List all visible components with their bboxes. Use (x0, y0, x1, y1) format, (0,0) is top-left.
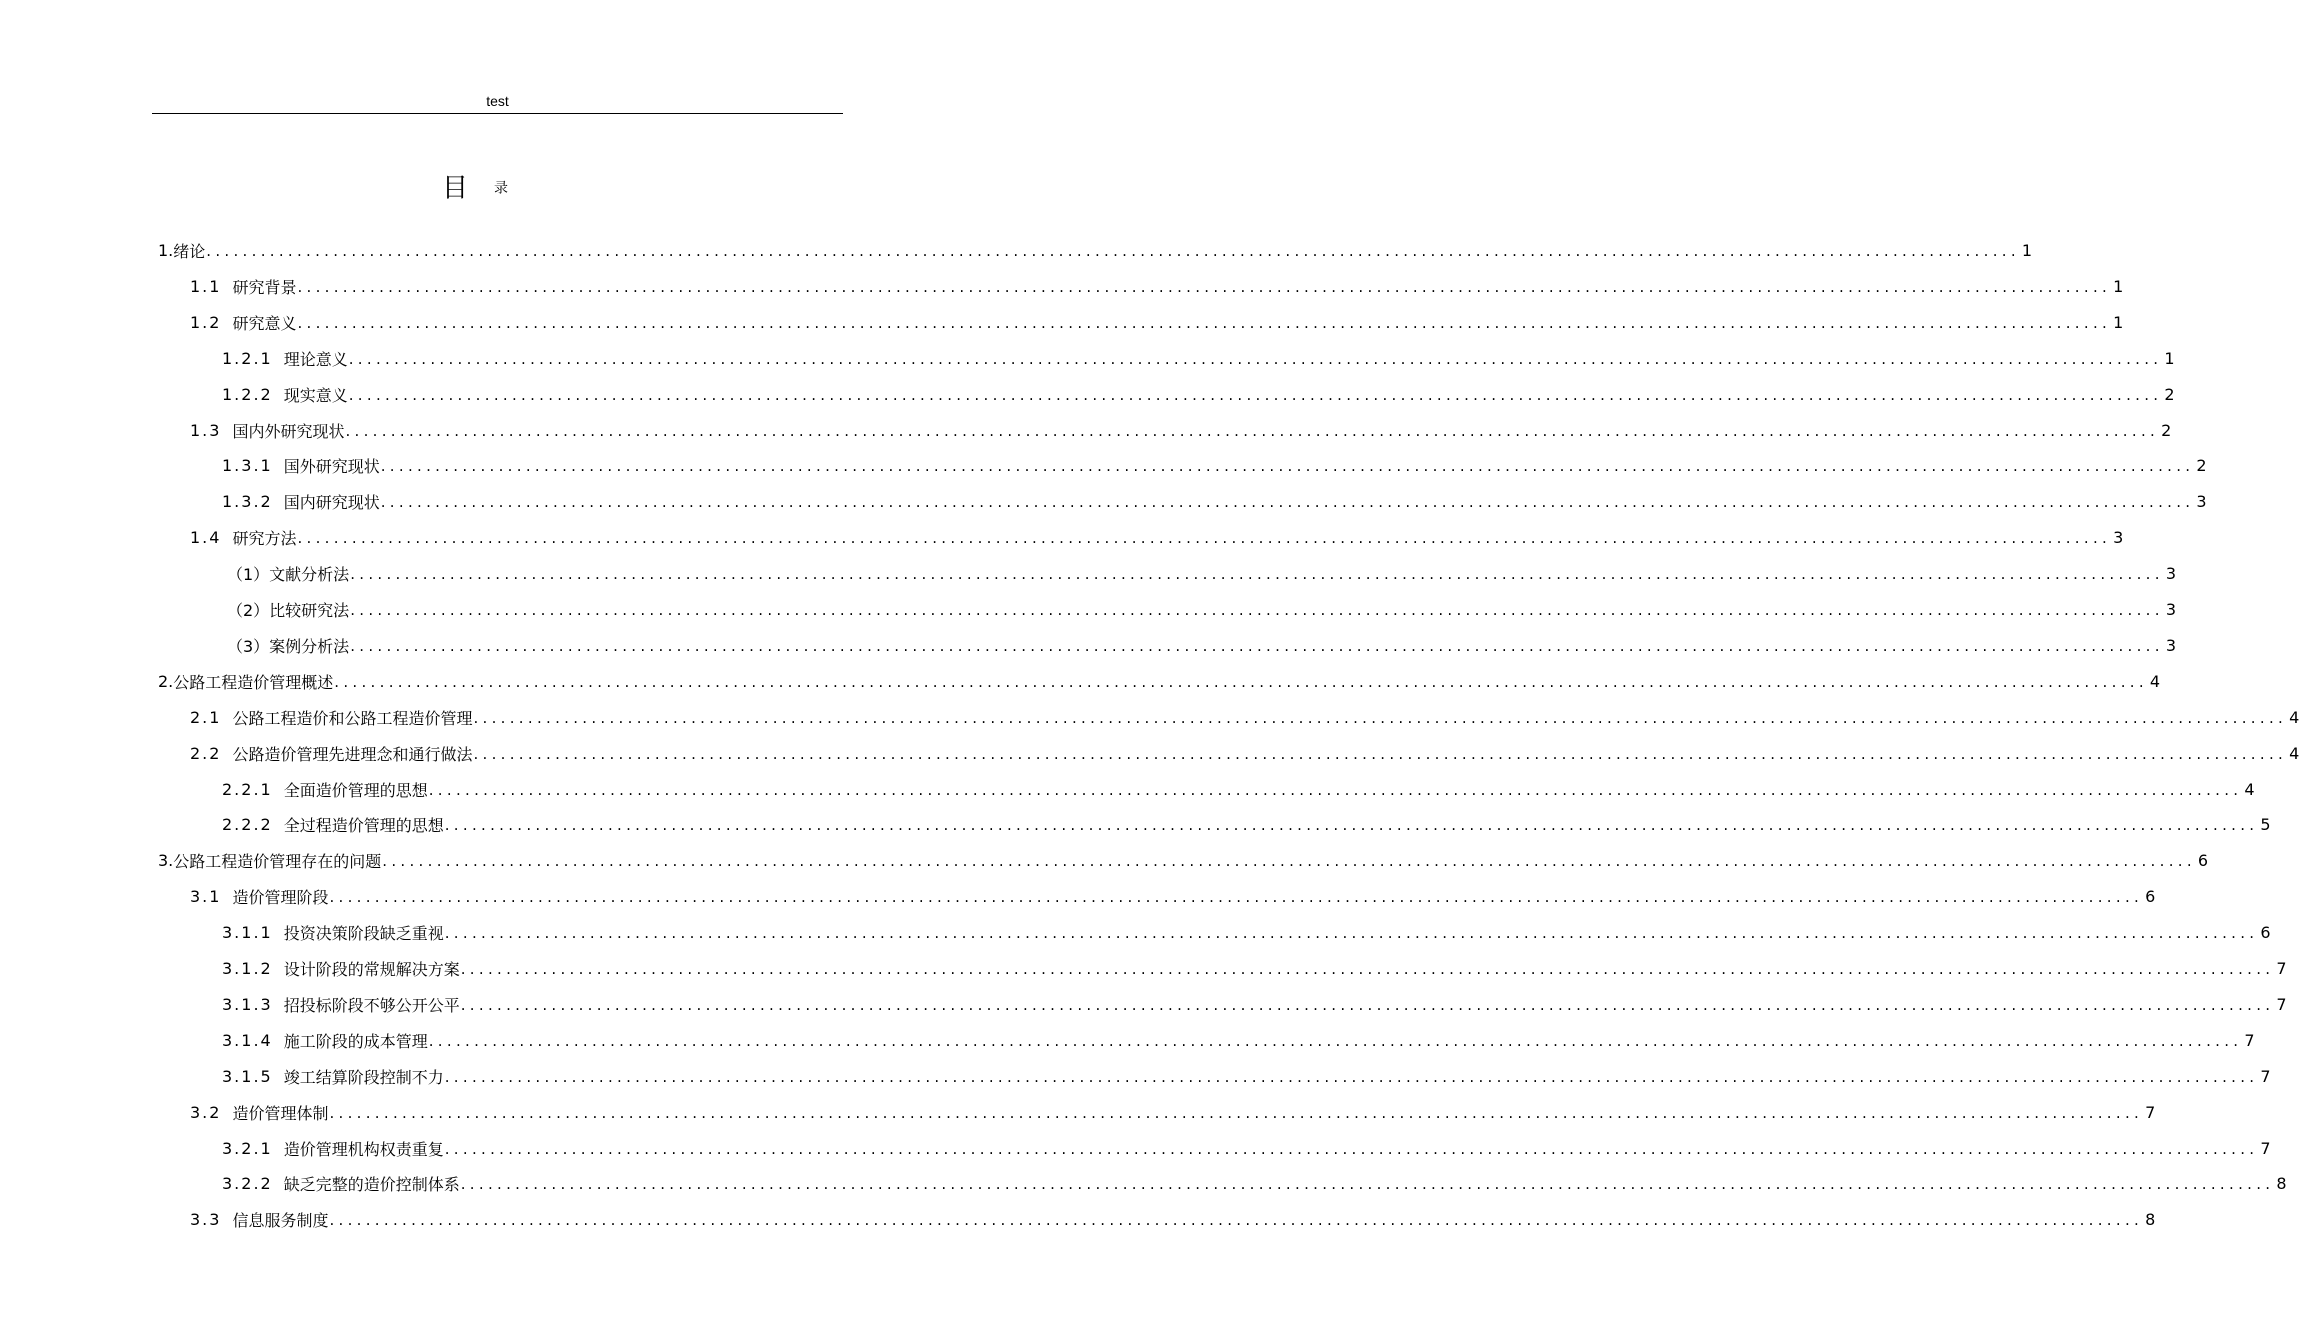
toc-entry-page-number: 2 (2196, 455, 2207, 475)
toc-dot-leader: ........................................................................................................................................................................................................ (380, 457, 2195, 475)
toc-entry-label: 公路工程造价和公路工程造价管理 (232, 708, 473, 728)
toc-entry-page-number: 4 (2289, 743, 2299, 763)
toc-entry-page-number: 2 (2161, 420, 2172, 440)
toc-dot-leader: ........................................................................................................................................................................................................ (348, 350, 2163, 368)
toc-dot-leader: ........................................................................................................................................................................................................ (297, 278, 2112, 296)
toc-dot-leader: ........................................................................................................................................................................................................ (329, 888, 2144, 906)
header-rule (152, 113, 843, 114)
toc-entry-label: 造价管理阶段 (232, 887, 329, 907)
toc-entry-page-number: 3 (2113, 527, 2124, 547)
toc-entry-page-number: 7 (2145, 1102, 2156, 1122)
toc-entry[interactable] (222, 950, 2287, 986)
toc-entry-label: （3）案例分析法 (227, 636, 350, 656)
toc-entry-number: 3.1 (190, 886, 222, 906)
toc-dot-leader: ........................................................................................................................................................................................................ (428, 1032, 2243, 1050)
toc-dot-leader: ........................................................................................................................................................................................................ (460, 1175, 2275, 1193)
toc-title (0, 168, 950, 209)
toc-dot-leader: ........................................................................................................................................................................................................ (334, 673, 2148, 691)
toc-entry[interactable] (222, 376, 2175, 412)
toc-dot-leader: ........................................................................................................................................................................................................ (473, 745, 2288, 763)
toc-entry-label: 招投标阶段不够公开公平 (283, 995, 460, 1015)
toc-entry-label: 国内研究现状 (283, 492, 380, 512)
toc-entry[interactable] (222, 1022, 2255, 1058)
toc-entry[interactable] (158, 232, 2033, 268)
toc-entry-number: 3.1.2 (222, 958, 273, 978)
toc-entry-page-number: 3 (2165, 635, 2176, 655)
toc-entry-label: 公路工程造价管理概述 (173, 672, 334, 692)
toc-entry[interactable] (222, 340, 2175, 376)
toc-entry-label: 公路造价管理先进理念和通行做法 (232, 744, 473, 764)
toc-dot-leader: ........................................................................................................................................................................................................ (297, 314, 2112, 332)
toc-entry[interactable] (190, 735, 2299, 771)
toc-entry-number: 3.1.3 (222, 994, 273, 1014)
toc-dot-leader: ........................................................................................................................................................................................................ (444, 816, 2259, 834)
toc-entry[interactable] (222, 1058, 2271, 1094)
toc-dot-leader: ........................................................................................................................................................................................................ (350, 565, 2164, 583)
toc-entry-page-number: 7 (2276, 994, 2287, 1014)
toc-entry-page-number: 8 (2145, 1209, 2156, 1229)
toc-entry-number: 3.1.5 (222, 1066, 273, 1086)
toc-dot-leader: ........................................................................................................................................................................................................ (444, 1068, 2259, 1086)
toc-entry[interactable] (158, 842, 2209, 878)
toc-entry-number: 1.4 (190, 527, 222, 547)
toc-entry-number: 1.2 (190, 312, 222, 332)
toc-entry-page-number: 1 (2164, 348, 2175, 368)
toc-entry[interactable] (190, 519, 2124, 555)
toc-dot-leader: ........................................................................................................................................................................................................ (460, 996, 2275, 1014)
toc-entry-number: 2.1 (190, 707, 222, 727)
toc-entry[interactable] (227, 627, 2176, 663)
toc-entry-label: 信息服务制度 (232, 1210, 329, 1230)
toc-entry[interactable] (190, 878, 2156, 914)
toc-entry[interactable] (190, 268, 2124, 304)
toc-entry-page-number: 1 (2113, 276, 2124, 296)
toc-entry-number: 1.3 (190, 420, 222, 440)
toc-entry-page-number: 6 (2197, 850, 2209, 870)
toc-entry-label: 投资决策阶段缺乏重视 (283, 923, 444, 943)
toc-entry[interactable] (222, 483, 2207, 519)
toc-entry[interactable] (227, 555, 2176, 591)
toc-entry[interactable] (190, 304, 2124, 340)
toc-dot-leader: ........................................................................................................................................................................................................ (329, 1104, 2144, 1122)
toc-entry[interactable] (227, 591, 2176, 627)
toc-dot-leader: ........................................................................................................................................................................................................ (382, 852, 2196, 870)
toc-entry-page-number: 3 (2165, 563, 2176, 583)
header-text: test (486, 93, 509, 109)
toc-entry-label: 研究意义 (232, 313, 297, 333)
toc-entry-number: 1.1 (190, 276, 222, 296)
toc-entry-number: 3.2 (190, 1102, 222, 1122)
toc-entry[interactable] (222, 1130, 2271, 1166)
toc-entry-number: 1.2.2 (222, 384, 273, 404)
toc-entry-page-number: 7 (2244, 1030, 2255, 1050)
toc-entry[interactable] (222, 771, 2255, 807)
toc-dot-leader: ........................................................................................................................................................................................................ (345, 422, 2160, 440)
toc-dot-leader: ........................................................................................................................................................................................................ (428, 781, 2243, 799)
toc-entry-number: 2. (158, 671, 174, 691)
toc-entry-label: 全过程造价管理的思想 (283, 815, 444, 835)
toc-entry[interactable] (190, 412, 2172, 448)
toc-entry-label: 现实意义 (283, 385, 348, 405)
toc-entry-number: 3.3 (190, 1209, 222, 1229)
toc-entry-number: 2.2.2 (222, 814, 273, 834)
toc-entry-label: 施工阶段的成本管理 (283, 1031, 428, 1051)
toc-dot-leader: ........................................................................................................................................................................................................ (380, 493, 2195, 511)
toc-dot-leader: ........................................................................................................................................................................................................ (329, 1211, 2144, 1229)
toc-entry-page-number: 4 (2289, 707, 2299, 727)
toc-dot-leader: ........................................................................................................................................................................................................ (206, 242, 2020, 260)
toc-entry-label: 公路工程造价管理存在的问题 (173, 851, 382, 871)
toc-entry-number: 1.3.2 (222, 491, 273, 511)
toc-entry-page-number: 4 (2244, 779, 2255, 799)
toc-dot-leader: ........................................................................................................................................................................................................ (350, 637, 2164, 655)
toc-entry[interactable] (190, 1201, 2156, 1237)
toc-dot-leader: ........................................................................................................................................................................................................ (473, 709, 2288, 727)
toc-entry-page-number: 7 (2260, 1066, 2271, 1086)
toc-entry-label: 设计阶段的常规解决方案 (283, 959, 460, 979)
toc-dot-leader: ........................................................................................................................................................................................................ (297, 529, 2112, 547)
toc-title-secondary: 录 (494, 180, 508, 197)
toc-entry[interactable] (222, 447, 2207, 483)
toc-entry-label: 研究背景 (232, 277, 297, 297)
toc-entry[interactable] (158, 663, 2161, 699)
toc-entry-number: 3.1.1 (222, 922, 273, 942)
toc-entry-page-number: 7 (2260, 1138, 2271, 1158)
toc-entry-label: 理论意义 (283, 349, 348, 369)
toc-dot-leader: ........................................................................................................................................................................................................ (460, 960, 2275, 978)
toc-entry-page-number: 2 (2164, 384, 2175, 404)
toc-entry[interactable] (222, 986, 2287, 1022)
toc-entry-number: 1. (158, 240, 174, 260)
toc-entry-label: 造价管理机构权责重复 (283, 1139, 444, 1159)
toc-entry-number: 3.1.4 (222, 1030, 273, 1050)
toc-dot-leader: ........................................................................................................................................................................................................ (444, 1140, 2259, 1158)
toc-dot-leader: ........................................................................................................................................................................................................ (350, 601, 2164, 619)
toc-title-main: 目 (441, 173, 468, 204)
toc-entry-number: 2.2.1 (222, 779, 273, 799)
toc-entry-page-number: 5 (2260, 814, 2271, 834)
toc-entry-number: 1.2.1 (222, 348, 273, 368)
toc-entry-page-number: 1 (2021, 240, 2033, 260)
toc-entry-page-number: 3 (2196, 491, 2207, 511)
toc-entry-label: 研究方法 (232, 528, 297, 548)
toc-entry-label: （1）文献分析法 (227, 564, 350, 584)
toc-entry-number: 3. (158, 850, 174, 870)
toc-entry-page-number: 8 (2276, 1173, 2287, 1193)
toc-entry-number: 3.2.1 (222, 1138, 273, 1158)
toc-entry-label: 全面造价管理的思想 (283, 780, 428, 800)
toc-entry-label: 造价管理体制 (232, 1103, 329, 1123)
toc-entry[interactable] (222, 914, 2271, 950)
toc-entry-label: 国外研究现状 (283, 456, 380, 476)
toc-dot-leader: ........................................................................................................................................................................................................ (348, 386, 2163, 404)
toc-entry[interactable] (222, 1165, 2287, 1201)
toc-entry-label: 绪论 (173, 241, 206, 261)
toc-dot-leader: ........................................................................................................................................................................................................ (444, 924, 2259, 942)
toc-entry-number: 3.2.2 (222, 1173, 273, 1193)
toc-entry-page-number: 4 (2149, 671, 2161, 691)
toc-entry[interactable] (222, 806, 2271, 842)
toc-entry-page-number: 7 (2276, 958, 2287, 978)
toc-entry-page-number: 6 (2145, 886, 2156, 906)
toc-entry-page-number: 3 (2165, 599, 2176, 619)
toc-entry-label: 竣工结算阶段控制不力 (283, 1067, 444, 1087)
toc-entry-number: 1.3.1 (222, 455, 273, 475)
toc-entry-label: 缺乏完整的造价控制体系 (283, 1174, 460, 1194)
toc-entry[interactable] (190, 1094, 2156, 1130)
toc-entry-label: 国内外研究现状 (232, 421, 345, 441)
toc-entry-page-number: 1 (2113, 312, 2124, 332)
toc-entry-number: 2.2 (190, 743, 222, 763)
toc-entry[interactable] (190, 699, 2299, 735)
toc-entry-label: （2）比较研究法 (227, 600, 350, 620)
toc-entry-page-number: 6 (2260, 922, 2271, 942)
